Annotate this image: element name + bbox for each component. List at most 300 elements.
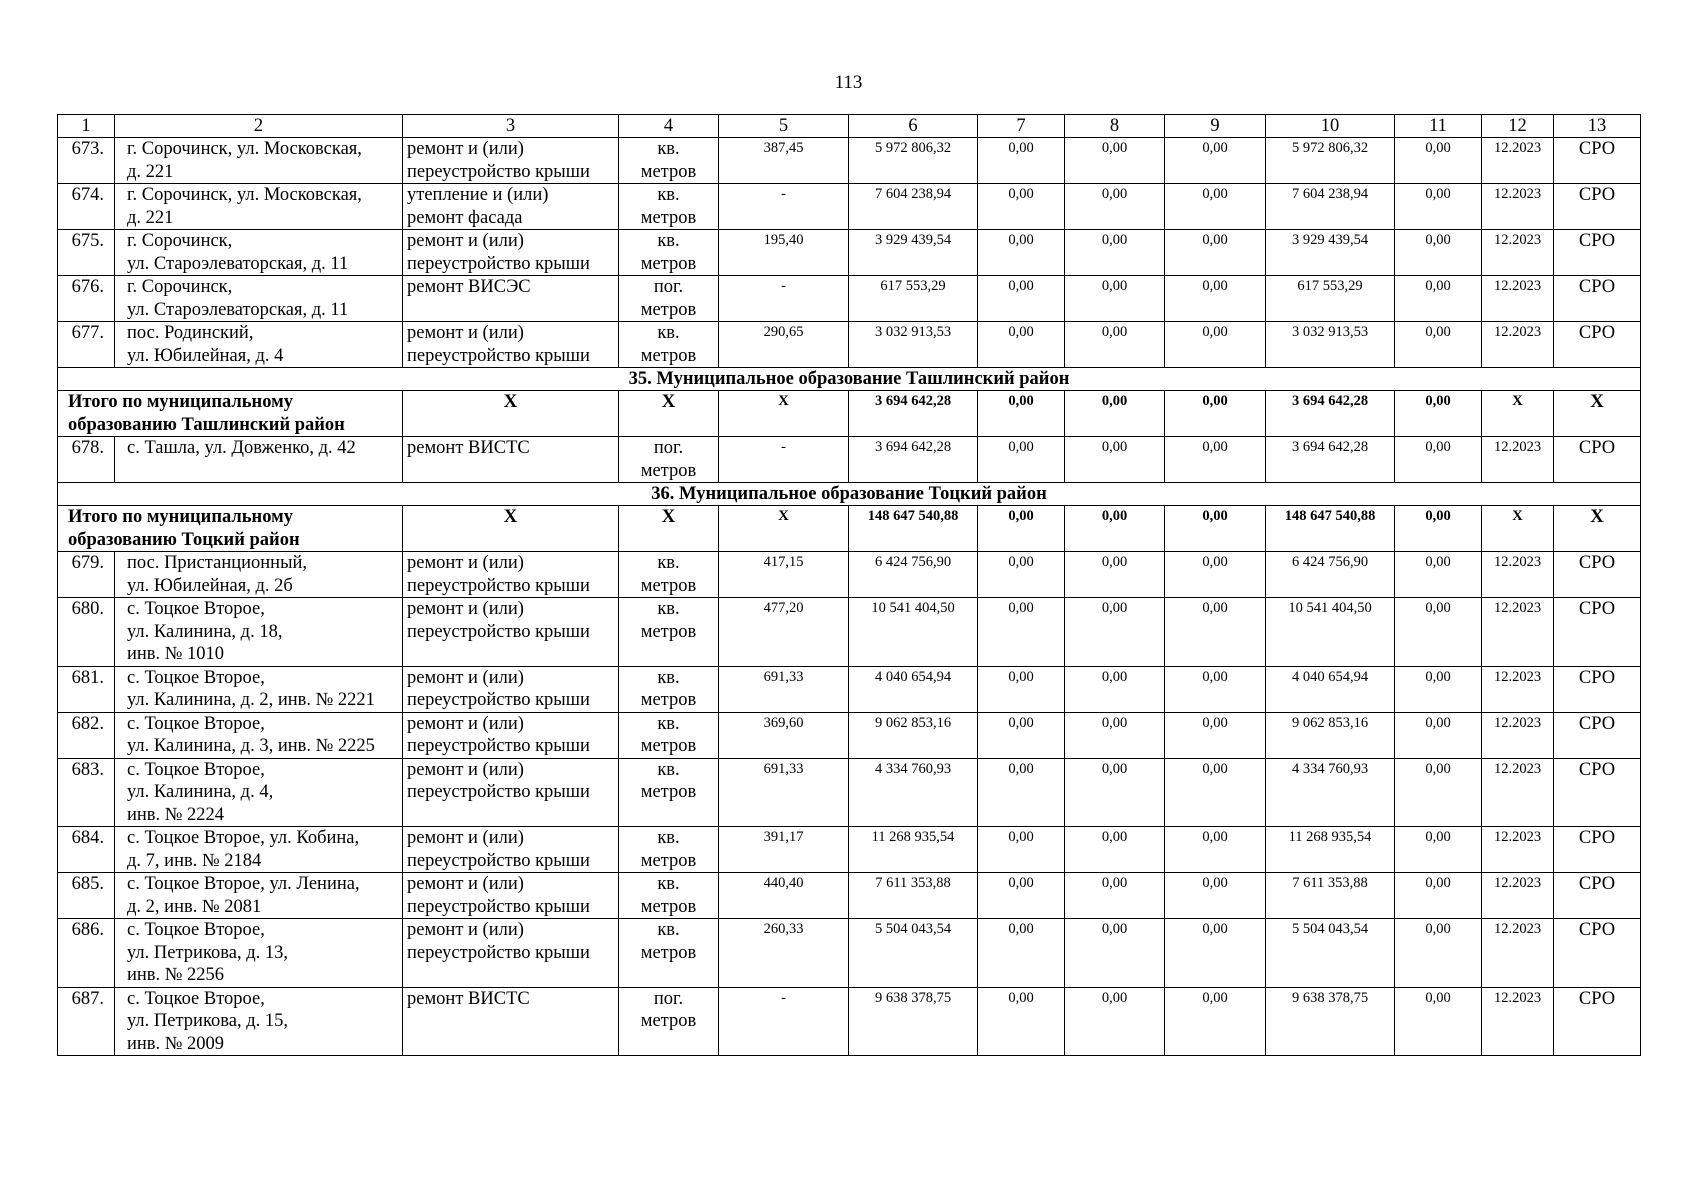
address-line: с. Тоцкое Второе, bbox=[127, 759, 265, 780]
work-type-cell bbox=[403, 919, 619, 988]
unit-line: кв. bbox=[657, 828, 680, 848]
row-number: 673. bbox=[58, 138, 115, 184]
work-type-line: ремонт и (или) bbox=[407, 599, 524, 619]
address-cell bbox=[115, 758, 403, 827]
header-cell: 12 bbox=[1482, 115, 1554, 138]
value-cell-c7: 0,00 bbox=[978, 827, 1065, 873]
address-line: д. 221 bbox=[127, 161, 174, 182]
value-cell-c11: 0,00 bbox=[1395, 827, 1482, 873]
value-cell-c6: 7 604 238,94 bbox=[849, 184, 978, 230]
value-cell-c9: 0,00 bbox=[1165, 758, 1266, 827]
value-cell-c8: 0,00 bbox=[1065, 987, 1165, 1056]
value-cell-c12: 12.2023 bbox=[1482, 666, 1554, 712]
address-line: ул. Юбилейная, д. 2б bbox=[127, 575, 293, 596]
value-cell-c7: 0,00 bbox=[978, 987, 1065, 1056]
total-cell-c9: 0,00 bbox=[1165, 391, 1266, 437]
value-cell-c6: 3 929 439,54 bbox=[849, 230, 978, 276]
address-line: ул. Калинина, д. 18, bbox=[127, 621, 283, 642]
header-cell: 11 bbox=[1395, 115, 1482, 138]
unit-line: метров bbox=[640, 253, 697, 274]
unit-line: метров bbox=[640, 460, 697, 481]
value-cell-c10: 4 040 654,94 bbox=[1266, 666, 1395, 712]
address-cell bbox=[115, 322, 403, 368]
unit-line: метров bbox=[640, 782, 697, 802]
value-cell-c8: 0,00 bbox=[1065, 598, 1165, 667]
work-type-line: переустройство крыши bbox=[407, 690, 590, 710]
address-line: д. 7, инв. № 2184 bbox=[127, 850, 262, 871]
unit-line: кв. bbox=[657, 185, 680, 205]
table-row bbox=[58, 987, 1641, 1056]
unit-cell bbox=[619, 919, 719, 988]
work-type-cell bbox=[403, 322, 619, 368]
work-type-cell bbox=[403, 712, 619, 758]
header-cell: 7 bbox=[978, 115, 1065, 138]
address-cell bbox=[115, 873, 403, 919]
value-cell-c11: 0,00 bbox=[1395, 230, 1482, 276]
header-cell: 6 bbox=[849, 115, 978, 138]
total-row bbox=[58, 506, 1641, 552]
value-cell-c11: 0,00 bbox=[1395, 666, 1482, 712]
address-cell bbox=[115, 987, 403, 1056]
total-cell-c7: 0,00 bbox=[978, 506, 1065, 552]
total-cell-c7: 0,00 bbox=[978, 391, 1065, 437]
value-cell-c7: 0,00 bbox=[978, 919, 1065, 988]
row-number: 681. bbox=[58, 666, 115, 712]
work-type-cell bbox=[403, 437, 619, 483]
unit-line: кв. bbox=[657, 553, 680, 573]
value-cell-c12: 12.2023 bbox=[1482, 230, 1554, 276]
value-cell-c8: 0,00 bbox=[1065, 666, 1165, 712]
work-type-cell bbox=[403, 827, 619, 873]
unit-line: кв. bbox=[657, 323, 680, 343]
value-cell-c8: 0,00 bbox=[1065, 552, 1165, 598]
unit-line: метров bbox=[640, 850, 697, 871]
address-line: д. 2, инв. № 2081 bbox=[127, 896, 262, 917]
address-line: инв. № 2224 bbox=[127, 804, 225, 825]
address-cell bbox=[115, 552, 403, 598]
address-line: ул. Калинина, д. 4, bbox=[127, 782, 274, 802]
work-type-cell bbox=[403, 230, 619, 276]
address-cell bbox=[115, 827, 403, 873]
total-cell-c11: 0,00 bbox=[1395, 391, 1482, 437]
unit-cell bbox=[619, 758, 719, 827]
value-cell-c8: 0,00 bbox=[1065, 919, 1165, 988]
unit-line: кв. bbox=[657, 713, 680, 734]
executor-cell: СРО bbox=[1554, 919, 1641, 988]
address-line: инв. № 1010 bbox=[127, 644, 225, 664]
total-unit-cell: X bbox=[619, 506, 719, 552]
value-cell-c11: 0,00 bbox=[1395, 552, 1482, 598]
value-cell-c9: 0,00 bbox=[1165, 827, 1266, 873]
unit-line: кв. bbox=[657, 139, 680, 159]
value-cell-c10: 3 694 642,28 bbox=[1266, 437, 1395, 483]
value-cell-c11: 0,00 bbox=[1395, 138, 1482, 184]
value-cell-c9: 0,00 bbox=[1165, 437, 1266, 483]
executor-cell: СРО bbox=[1554, 276, 1641, 322]
work-type-line: ремонт и (или) bbox=[407, 874, 524, 894]
address-line: с. Тоцкое Второе, ул. Кобина, bbox=[127, 828, 360, 848]
value-cell-c7: 0,00 bbox=[978, 322, 1065, 368]
address-cell bbox=[115, 184, 403, 230]
unit-line: кв. bbox=[657, 920, 680, 940]
section-title: 35. Муниципальное образование Ташлинский район bbox=[58, 368, 1641, 391]
value-cell-c12: 12.2023 bbox=[1482, 827, 1554, 873]
unit-line: пог. bbox=[653, 988, 684, 1009]
total-cell-c10: 3 694 642,28 bbox=[1266, 391, 1395, 437]
work-type-cell bbox=[403, 276, 619, 322]
value-cell-c7: 0,00 bbox=[978, 873, 1065, 919]
value-cell-c12: 12.2023 bbox=[1482, 552, 1554, 598]
total-cell-c13: X bbox=[1554, 506, 1641, 552]
address-line: инв. № 2256 bbox=[127, 965, 225, 985]
row-number: 679. bbox=[58, 552, 115, 598]
value-cell-c7: 0,00 bbox=[978, 437, 1065, 483]
table-row bbox=[58, 919, 1641, 988]
unit-cell bbox=[619, 873, 719, 919]
unit-line: метров bbox=[640, 299, 697, 320]
executor-cell: СРО bbox=[1554, 712, 1641, 758]
unit-cell bbox=[619, 138, 719, 184]
row-number: 676. bbox=[58, 276, 115, 322]
capital-repair-table bbox=[57, 114, 1641, 1056]
total-label-line: Итого по муниципальному bbox=[68, 392, 293, 412]
value-cell-c6: 6 424 756,90 bbox=[849, 552, 978, 598]
header-cell: 9 bbox=[1165, 115, 1266, 138]
value-cell-c7: 0,00 bbox=[978, 666, 1065, 712]
value-cell-c5: - bbox=[719, 184, 849, 230]
value-cell-c8: 0,00 bbox=[1065, 712, 1165, 758]
header-cell: 1 bbox=[58, 115, 115, 138]
unit-line: метров bbox=[640, 575, 697, 596]
executor-cell: СРО bbox=[1554, 873, 1641, 919]
address-line: г. Сорочинск, bbox=[127, 277, 233, 297]
work-type-line: ремонт ВИСЭС bbox=[407, 277, 531, 297]
work-type-line: переустройство крыши bbox=[407, 782, 590, 802]
total-label-line: образованию Ташлинский район bbox=[68, 414, 345, 435]
total-unit-cell: X bbox=[619, 391, 719, 437]
address-line: пос. Пристанционный, bbox=[127, 553, 308, 573]
total-label-line: Итого по муниципальному bbox=[68, 507, 293, 527]
value-cell-c7: 0,00 bbox=[978, 712, 1065, 758]
unit-line: метров bbox=[640, 161, 697, 182]
value-cell-c9: 0,00 bbox=[1165, 919, 1266, 988]
address-line: ул. Юбилейная, д. 4 bbox=[127, 345, 284, 366]
work-type-line: переустройство крыши bbox=[407, 850, 590, 871]
unit-line: кв. bbox=[657, 599, 680, 619]
value-cell-c9: 0,00 bbox=[1165, 184, 1266, 230]
total-cell-c8: 0,00 bbox=[1065, 391, 1165, 437]
value-cell-c8: 0,00 bbox=[1065, 230, 1165, 276]
address-line: ул. Староэлеваторская, д. 11 bbox=[127, 253, 349, 274]
value-cell-c5: 391,17 bbox=[719, 827, 849, 873]
row-number: 680. bbox=[58, 598, 115, 667]
address-line: с. Тоцкое Второе, bbox=[127, 920, 265, 940]
value-cell-c11: 0,00 bbox=[1395, 919, 1482, 988]
work-type-line: ремонт и (или) bbox=[407, 139, 524, 159]
value-cell-c12: 12.2023 bbox=[1482, 873, 1554, 919]
value-cell-c11: 0,00 bbox=[1395, 758, 1482, 827]
value-cell-c7: 0,00 bbox=[978, 138, 1065, 184]
value-cell-c5: 369,60 bbox=[719, 712, 849, 758]
address-line: ул. Староэлеваторская, д. 11 bbox=[127, 299, 349, 320]
address-line: г. Сорочинск, bbox=[127, 231, 233, 251]
address-line: г. Сорочинск, ул. Московская, bbox=[127, 185, 362, 205]
address-cell bbox=[115, 666, 403, 712]
unit-line: пог. bbox=[653, 438, 684, 458]
value-cell-c12: 12.2023 bbox=[1482, 437, 1554, 483]
address-line: г. Сорочинск, ул. Московская, bbox=[127, 139, 362, 159]
section-header-row bbox=[58, 368, 1641, 391]
work-type-line: ремонт и (или) bbox=[407, 759, 524, 780]
value-cell-c9: 0,00 bbox=[1165, 276, 1266, 322]
work-type-line: ремонт и (или) bbox=[407, 667, 524, 688]
value-cell-c9: 0,00 bbox=[1165, 322, 1266, 368]
unit-line: кв. bbox=[657, 759, 680, 780]
work-type-line: ремонт и (или) bbox=[407, 553, 524, 573]
total-cell-c10: 148 647 540,88 bbox=[1266, 506, 1395, 552]
value-cell-c9: 0,00 bbox=[1165, 138, 1266, 184]
value-cell-c6: 4 040 654,94 bbox=[849, 666, 978, 712]
unit-line: метров bbox=[640, 736, 697, 756]
address-line: с. Тоцкое Второе, bbox=[127, 713, 265, 734]
value-cell-c9: 0,00 bbox=[1165, 873, 1266, 919]
value-cell-c12: 12.2023 bbox=[1482, 138, 1554, 184]
unit-line: метров bbox=[640, 207, 697, 228]
value-cell-c9: 0,00 bbox=[1165, 666, 1266, 712]
total-row bbox=[58, 391, 1641, 437]
work-type-cell bbox=[403, 758, 619, 827]
work-type-line: ремонт и (или) bbox=[407, 828, 524, 848]
value-cell-c10: 4 334 760,93 bbox=[1266, 758, 1395, 827]
value-cell-c7: 0,00 bbox=[978, 552, 1065, 598]
table-row bbox=[58, 276, 1641, 322]
value-cell-c9: 0,00 bbox=[1165, 712, 1266, 758]
value-cell-c12: 12.2023 bbox=[1482, 919, 1554, 988]
row-number: 674. bbox=[58, 184, 115, 230]
value-cell-c6: 4 334 760,93 bbox=[849, 758, 978, 827]
address-cell bbox=[115, 598, 403, 667]
value-cell-c12: 12.2023 bbox=[1482, 758, 1554, 827]
table-row bbox=[58, 138, 1641, 184]
page-number: 113 bbox=[834, 72, 863, 93]
total-work-type-cell: X bbox=[403, 391, 619, 437]
total-label bbox=[58, 506, 403, 552]
address-line: с. Тоцкое Второе, bbox=[127, 599, 265, 619]
value-cell-c10: 617 553,29 bbox=[1266, 276, 1395, 322]
value-cell-c10: 9 062 853,16 bbox=[1266, 712, 1395, 758]
value-cell-c9: 0,00 bbox=[1165, 552, 1266, 598]
unit-line: метров bbox=[640, 1011, 697, 1031]
work-type-line: переустройство крыши bbox=[407, 345, 590, 366]
work-type-line: переустройство крыши bbox=[407, 621, 590, 642]
work-type-cell bbox=[403, 666, 619, 712]
executor-cell: СРО bbox=[1554, 987, 1641, 1056]
executor-cell: СРО bbox=[1554, 322, 1641, 368]
unit-line: кв. bbox=[657, 667, 680, 688]
total-label-line: образованию Тоцкий район bbox=[68, 529, 300, 550]
value-cell-c5: 440,40 bbox=[719, 873, 849, 919]
value-cell-c8: 0,00 bbox=[1065, 138, 1165, 184]
value-cell-c7: 0,00 bbox=[978, 184, 1065, 230]
unit-line: метров bbox=[640, 345, 697, 366]
header-cell: 13 bbox=[1554, 115, 1641, 138]
work-type-line: ремонт ВИСТС bbox=[407, 438, 530, 458]
work-type-cell bbox=[403, 987, 619, 1056]
address-cell bbox=[115, 230, 403, 276]
value-cell-c6: 3 694 642,28 bbox=[849, 437, 978, 483]
address-cell bbox=[115, 276, 403, 322]
header-cell: 5 bbox=[719, 115, 849, 138]
value-cell-c5: 417,15 bbox=[719, 552, 849, 598]
value-cell-c5: 195,40 bbox=[719, 230, 849, 276]
work-type-cell bbox=[403, 184, 619, 230]
row-number: 675. bbox=[58, 230, 115, 276]
work-type-line: переустройство крыши bbox=[407, 253, 590, 274]
address-cell bbox=[115, 919, 403, 988]
table-row bbox=[58, 552, 1641, 598]
value-cell-c6: 617 553,29 bbox=[849, 276, 978, 322]
row-number: 684. bbox=[58, 827, 115, 873]
unit-line: метров bbox=[640, 942, 697, 963]
executor-cell: СРО bbox=[1554, 598, 1641, 667]
address-line: с. Ташла, ул. Довженко, д. 42 bbox=[127, 438, 356, 458]
value-cell-c5: 290,65 bbox=[719, 322, 849, 368]
value-cell-c10: 3 032 913,53 bbox=[1266, 322, 1395, 368]
section-title: 36. Муниципальное образование Тоцкий район bbox=[58, 483, 1641, 506]
value-cell-c6: 3 032 913,53 bbox=[849, 322, 978, 368]
value-cell-c12: 12.2023 bbox=[1482, 184, 1554, 230]
address-cell bbox=[115, 712, 403, 758]
value-cell-c12: 12.2023 bbox=[1482, 712, 1554, 758]
unit-cell bbox=[619, 322, 719, 368]
unit-line: метров bbox=[640, 690, 697, 710]
work-type-cell bbox=[403, 873, 619, 919]
row-number: 678. bbox=[58, 437, 115, 483]
address-line: ул. Петрикова, д. 15, bbox=[127, 1011, 288, 1031]
executor-cell: СРО bbox=[1554, 827, 1641, 873]
work-type-cell bbox=[403, 552, 619, 598]
value-cell-c10: 10 541 404,50 bbox=[1266, 598, 1395, 667]
unit-cell bbox=[619, 230, 719, 276]
value-cell-c6: 9 638 378,75 bbox=[849, 987, 978, 1056]
value-cell-c11: 0,00 bbox=[1395, 598, 1482, 667]
work-type-line: переустройство крыши bbox=[407, 575, 590, 596]
address-line: пос. Родинский, bbox=[127, 323, 254, 343]
work-type-line: ремонт и (или) bbox=[407, 231, 524, 251]
value-cell-c10: 11 268 935,54 bbox=[1266, 827, 1395, 873]
value-cell-c12: 12.2023 bbox=[1482, 322, 1554, 368]
value-cell-c5: 477,20 bbox=[719, 598, 849, 667]
value-cell-c5: - bbox=[719, 437, 849, 483]
table-row bbox=[58, 598, 1641, 667]
work-type-line: переустройство крыши bbox=[407, 942, 590, 963]
value-cell-c11: 0,00 bbox=[1395, 437, 1482, 483]
value-cell-c10: 3 929 439,54 bbox=[1266, 230, 1395, 276]
header-cell: 8 bbox=[1065, 115, 1165, 138]
value-cell-c8: 0,00 bbox=[1065, 184, 1165, 230]
value-cell-c6: 5 504 043,54 bbox=[849, 919, 978, 988]
header-cell: 4 bbox=[619, 115, 719, 138]
value-cell-c11: 0,00 bbox=[1395, 712, 1482, 758]
row-number: 683. bbox=[58, 758, 115, 827]
table-row bbox=[58, 758, 1641, 827]
unit-cell bbox=[619, 712, 719, 758]
unit-line: метров bbox=[640, 621, 697, 642]
executor-cell: СРО bbox=[1554, 666, 1641, 712]
row-number: 687. bbox=[58, 987, 115, 1056]
value-cell-c6: 11 268 935,54 bbox=[849, 827, 978, 873]
unit-line: кв. bbox=[657, 231, 680, 251]
value-cell-c8: 0,00 bbox=[1065, 437, 1165, 483]
unit-cell bbox=[619, 184, 719, 230]
address-line: ул. Петрикова, д. 13, bbox=[127, 942, 288, 963]
total-cell-c6: 148 647 540,88 bbox=[849, 506, 978, 552]
total-cell-c6: 3 694 642,28 bbox=[849, 391, 978, 437]
value-cell-c8: 0,00 bbox=[1065, 322, 1165, 368]
address-line: ул. Калинина, д. 3, инв. № 2225 bbox=[127, 736, 375, 756]
executor-cell: СРО bbox=[1554, 184, 1641, 230]
value-cell-c5: 691,33 bbox=[719, 666, 849, 712]
work-type-cell bbox=[403, 598, 619, 667]
value-cell-c7: 0,00 bbox=[978, 276, 1065, 322]
section-header-row bbox=[58, 483, 1641, 506]
value-cell-c11: 0,00 bbox=[1395, 276, 1482, 322]
value-cell-c10: 5 972 806,32 bbox=[1266, 138, 1395, 184]
value-cell-c11: 0,00 bbox=[1395, 322, 1482, 368]
value-cell-c11: 0,00 bbox=[1395, 873, 1482, 919]
unit-line: метров bbox=[640, 896, 697, 917]
value-cell-c7: 0,00 bbox=[978, 758, 1065, 827]
total-cell-c9: 0,00 bbox=[1165, 506, 1266, 552]
table-row bbox=[58, 184, 1641, 230]
executor-cell: СРО bbox=[1554, 758, 1641, 827]
value-cell-c6: 5 972 806,32 bbox=[849, 138, 978, 184]
header-cell: 10 bbox=[1266, 115, 1395, 138]
total-cell-c12: X bbox=[1482, 506, 1554, 552]
value-cell-c8: 0,00 bbox=[1065, 827, 1165, 873]
value-cell-c11: 0,00 bbox=[1395, 184, 1482, 230]
row-number: 677. bbox=[58, 322, 115, 368]
value-cell-c8: 0,00 bbox=[1065, 758, 1165, 827]
work-type-line: ремонт фасада bbox=[407, 207, 523, 228]
value-cell-c12: 12.2023 bbox=[1482, 987, 1554, 1056]
value-cell-c9: 0,00 bbox=[1165, 230, 1266, 276]
total-cell-c11: 0,00 bbox=[1395, 506, 1482, 552]
total-cell-c5: X bbox=[719, 506, 849, 552]
work-type-line: ремонт и (или) bbox=[407, 920, 524, 940]
unit-cell bbox=[619, 827, 719, 873]
total-label bbox=[58, 391, 403, 437]
unit-cell bbox=[619, 987, 719, 1056]
table-row bbox=[58, 666, 1641, 712]
value-cell-c6: 10 541 404,50 bbox=[849, 598, 978, 667]
table-row bbox=[58, 230, 1641, 276]
value-cell-c12: 12.2023 bbox=[1482, 598, 1554, 667]
value-cell-c7: 0,00 bbox=[978, 230, 1065, 276]
unit-cell bbox=[619, 598, 719, 667]
work-type-line: ремонт и (или) bbox=[407, 323, 524, 343]
row-number: 685. bbox=[58, 873, 115, 919]
work-type-line: переустройство крыши bbox=[407, 896, 590, 917]
value-cell-c8: 0,00 bbox=[1065, 276, 1165, 322]
total-work-type-cell: X bbox=[403, 506, 619, 552]
total-cell-c8: 0,00 bbox=[1065, 506, 1165, 552]
unit-cell bbox=[619, 552, 719, 598]
address-line: с. Тоцкое Второе, bbox=[127, 988, 265, 1009]
value-cell-c5: 260,33 bbox=[719, 919, 849, 988]
unit-cell bbox=[619, 437, 719, 483]
address-line: ул. Калинина, д. 2, инв. № 2221 bbox=[127, 690, 375, 710]
